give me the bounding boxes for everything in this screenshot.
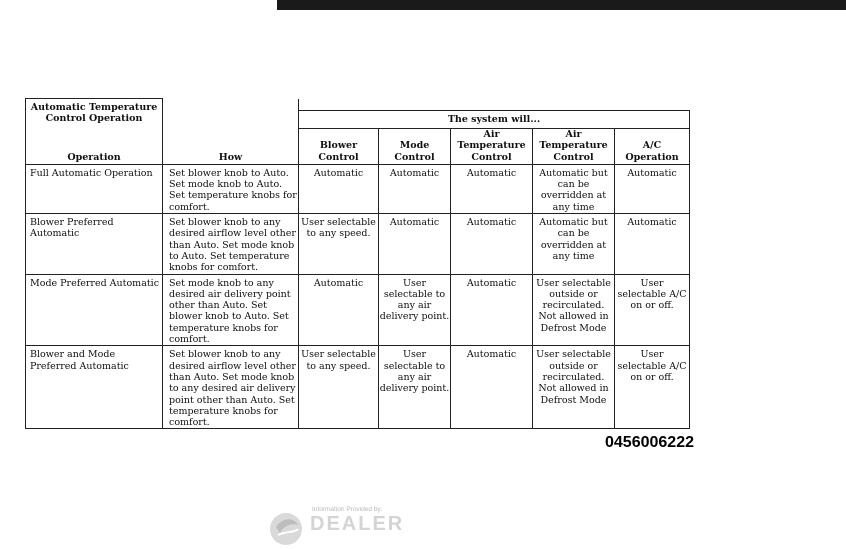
cell-blower: User selectable to any speed. (299, 346, 379, 429)
col-header-mode: Mode Control (379, 129, 451, 165)
cell-air-temp-2: Automatic but can be overridden at any time (533, 164, 615, 213)
watermark-brand: DEALER (310, 513, 405, 535)
temperature-control-table (25, 98, 690, 429)
cell-blower: User selectable to any speed. (299, 214, 379, 274)
cell-how: Set mode knob to any desired air delivery point other than Auto. Set blower knob to Auto. Set temperature knobs for comfort. (163, 274, 299, 346)
cell-air-temp-1: Automatic (451, 346, 533, 429)
cell-air-temp-1: Automatic (451, 274, 533, 346)
cell-blower: Automatic (299, 164, 379, 213)
cell-air-temp-2: Automatic but can be overridden at any time (533, 214, 615, 274)
cell-air-temp-1: Automatic (451, 214, 533, 274)
cell-ac: User selectable A/C on or off. (615, 274, 690, 346)
col-header-operation: Operation (26, 129, 163, 165)
cell-ac: Automatic (615, 214, 690, 274)
cell-operation: Blower and Mode Preferred Automatic (26, 346, 163, 429)
cell-mode: Automatic (379, 164, 451, 213)
table-row (26, 346, 690, 429)
cell-ac: User selectable A/C on or off. (615, 346, 690, 429)
watermark-caption: Information Provided by: (312, 506, 383, 513)
corner-title: Automatic Temperature Control Operation (26, 99, 163, 129)
cell-air-temp-2: User selectable outside or recirculated. Not allowed in Defrost Mode (533, 346, 615, 429)
system-will-header: The system will... (299, 111, 690, 129)
table-row (26, 214, 690, 274)
col-header-how: How (163, 129, 299, 165)
cell-operation: Mode Preferred Automatic (26, 274, 163, 346)
cell-mode: User selectable to any air delivery point. (379, 346, 451, 429)
cell-blower: Automatic (299, 274, 379, 346)
table-row (26, 164, 690, 213)
col-header-air-temp-2: Air Temperature Control (533, 129, 615, 165)
top-black-bar (277, 0, 846, 10)
col-header-blower: Blower Control (299, 129, 379, 165)
table-row (26, 274, 690, 346)
cell-mode: Automatic (379, 214, 451, 274)
cell-air-temp-2: User selectable outside or recirculated. Not allowed in Defrost Mode (533, 274, 615, 346)
col-header-air-temp-1: Air Temperature Control (451, 129, 533, 165)
image-code: 0456006222 (605, 434, 694, 451)
cell-operation: Full Automatic Operation (26, 164, 163, 213)
cell-air-temp-1: Automatic (451, 164, 533, 213)
col-header-ac: A/C Operation (615, 129, 690, 165)
cell-how: Set blower knob to Auto. Set mode knob to Auto. Set temperature knobs for comfort. (163, 164, 299, 213)
cell-mode: User selectable to any air delivery point. (379, 274, 451, 346)
cell-operation: Blower Preferred Automatic (26, 214, 163, 274)
cell-how: Set blower knob to any desired airflow level other than Auto. Set mode knob to Auto. Set temperature knobs for comfort. (163, 214, 299, 274)
cell-ac: Automatic (615, 164, 690, 213)
cell-how: Set blower knob to any desired airflow level other than Auto. Set mode knob to any desired air delivery point other than Auto. Set temperature knobs for comfort. (163, 346, 299, 429)
